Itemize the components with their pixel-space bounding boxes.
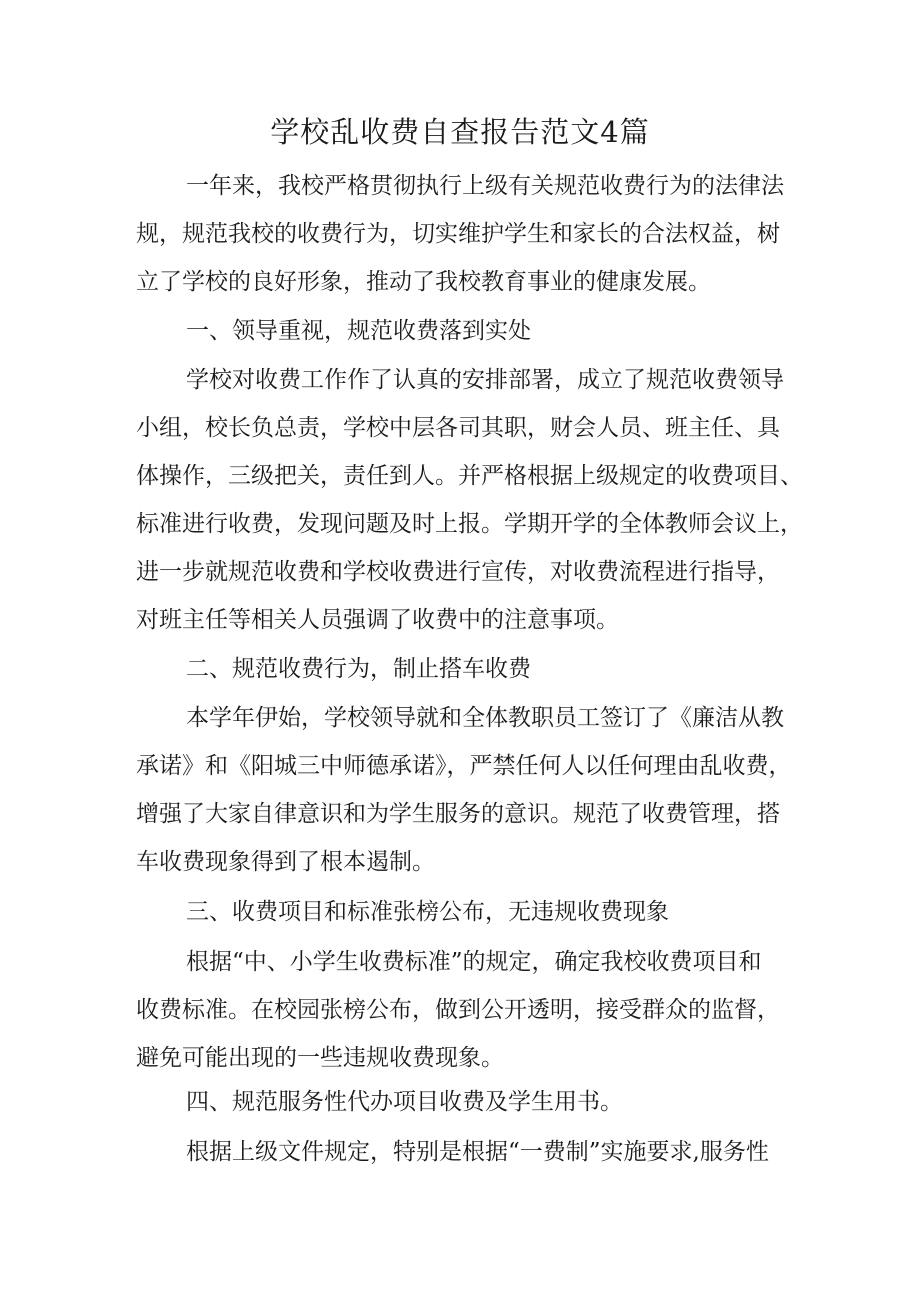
text-line-15: 车收费现象得到了根本遏制。 — [136, 849, 435, 875]
text-line-13: 承诺》和《阳城三中师德承诺》，严禁任何人以任何理由乱收费， — [136, 753, 792, 779]
text-line-19: 避免可能出现的一些违规收费现象。 — [136, 1045, 504, 1071]
text-line-9: 进一步就规范收费和学校收费进行宣传，对收费流程进行指导， — [136, 559, 780, 585]
text-line-7: 体操作，三级把关，责任到人。并严格根据上级规定的收费项目、 — [136, 463, 803, 489]
text-line-1: 一年来，我校严格贯彻执行上级有关规范收费行为的法律法 — [186, 173, 784, 199]
text-line-10: 对班主任等相关人员强调了收费中的注意事项。 — [136, 607, 619, 633]
text-line-18: 收费标准。在校园张榜公布，做到公开透明，接受群众的监督， — [136, 997, 780, 1023]
text-line-6: 小组，校长负总责，学校中层各司其职，财会人员、班主任、具 — [136, 415, 780, 441]
text-line-3: 立了学校的良好形象，推动了我校教育事业的健康发展。 — [136, 269, 711, 295]
text-line-14: 增强了大家自律意识和为学生服务的意识。规范了收费管理，搭 — [136, 801, 780, 827]
section-heading-1: 一、领导重视，规范收费落到实处 — [186, 318, 531, 344]
section-heading-3: 三、收费项目和标准张榜公布，无违规收费现象 — [186, 899, 669, 925]
section-heading-2: 二、规范收费行为，制止搭车收费 — [186, 656, 531, 682]
text-line-17: 根据“中、小学生收费标准”的规定，确定我校收费项目和 — [186, 949, 762, 975]
section-heading-4: 四、规范服务性代办项目收费及学生用书。 — [186, 1089, 623, 1115]
text-line-12: 本学年伊始，学校领导就和全体教职员工签订了《廉洁从教 — [186, 705, 784, 731]
text-line-2: 规，规范我校的收费行为，切实维护学生和家长的合法权益，树 — [136, 221, 780, 247]
text-line-8: 标准进行收费，发现问题及时上报。学期开学的全体教师会议上， — [136, 511, 803, 537]
document-title: 学校乱收费自查报告范文4篇 — [270, 115, 650, 149]
text-line-5: 学校对收费工作作了认真的安排部署，成立了规范收费领导 — [186, 367, 784, 393]
text-line-21: 根据上级文件规定，特别是根据“一费制”实施要求,服务性 — [186, 1139, 769, 1165]
